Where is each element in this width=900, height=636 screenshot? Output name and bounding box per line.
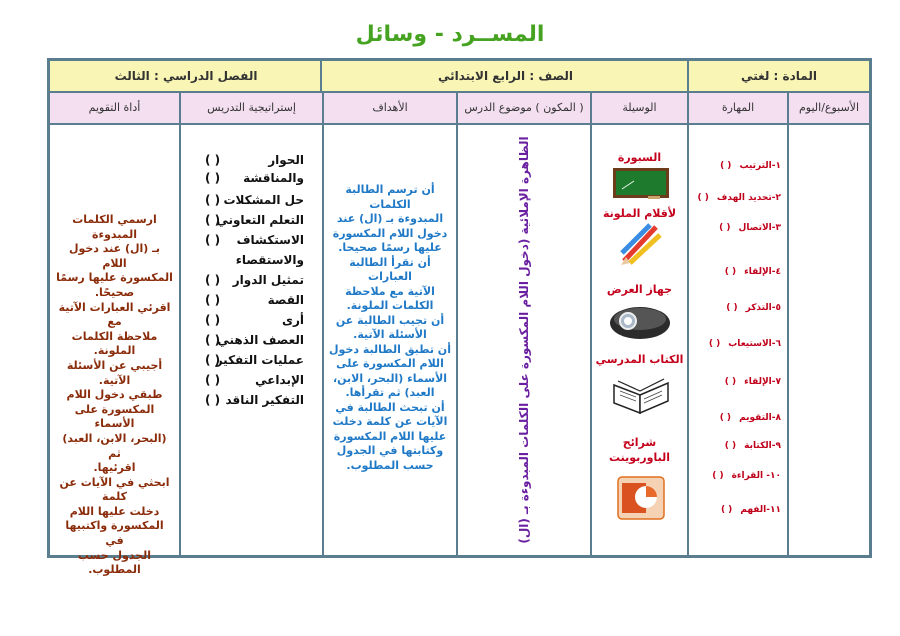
assessment-header: أداة التقويم bbox=[88, 101, 141, 114]
tool-label-powerpoint: شرائح الباوربوينت bbox=[609, 436, 670, 464]
goals-column bbox=[324, 125, 456, 555]
strategy-mark: ( ) bbox=[205, 293, 221, 307]
lesson-plan-table bbox=[47, 58, 872, 577]
strategy-mark: ( ) bbox=[205, 313, 221, 327]
colored-pencils-icon bbox=[618, 221, 664, 267]
week-day-header: الأسبوع/اليوم bbox=[798, 101, 860, 114]
skill-item: ٦-الاستيعاب( ) bbox=[708, 339, 781, 349]
strategy-item: التفكير الناقد bbox=[225, 393, 304, 407]
skill-item: ١١-الفهم( ) bbox=[720, 505, 781, 515]
grade-cell: الصف : الرابع الابتدائي bbox=[437, 69, 574, 83]
strategy-item: أرى bbox=[281, 313, 304, 327]
divider bbox=[787, 93, 789, 555]
header-row bbox=[50, 61, 869, 93]
powerpoint-icon bbox=[616, 475, 666, 521]
strategy-mark: ( ) bbox=[205, 393, 221, 407]
strategy-item: والمناقشة bbox=[243, 171, 304, 185]
strategy-item: حل المشكلات bbox=[223, 193, 304, 207]
tool-label-projector: جهاز العرض bbox=[606, 283, 673, 296]
strategy-mark: ( ) bbox=[205, 333, 221, 347]
skill-item: ١٠- القراءة( ) bbox=[712, 471, 781, 481]
goals-text: أن ترسم الطالبة الكلمات المبدوءة بـ (ال) عند دخول اللام المكسورة عليها رسمًا صحيحا. أن تقرأ الطالبة العبارات الآتية مع ملاحظة الكلمات الملونة. أن تجيب الطالبة عن الأسئلة الآتية. أن تطبق الطالبة دخول اللام المكسورة على الأسماء (البحر، الابن، العبد) ثم تقرأها. أن تبحث الطالبة في الآيات عن كلمة دخلت عليها اللام المكسورة وكتابتها في الجدول حسب المطلوب. bbox=[329, 183, 451, 472]
skill-item: ٣-الاتصال( ) bbox=[719, 223, 781, 233]
strategy-item: التعلم التعاوني bbox=[216, 213, 304, 227]
strategy-header: إستراتيجية التدريس bbox=[207, 101, 296, 114]
assessment-column bbox=[50, 125, 179, 577]
skill-item: ٧-الإلقاء( ) bbox=[724, 377, 781, 387]
skill-item: ٥-التذكر( ) bbox=[726, 303, 781, 313]
strategy-mark: ( ) bbox=[205, 153, 221, 167]
strategy-item: العصف الذهني bbox=[217, 333, 304, 347]
divider bbox=[687, 61, 689, 93]
column-header-row bbox=[50, 93, 869, 125]
strategy-mark: ( ) bbox=[205, 373, 221, 387]
strategy-column bbox=[181, 125, 322, 555]
strategy-item: عمليات التفكير bbox=[215, 353, 304, 367]
skill-item: ٩-الكتابة( ) bbox=[724, 441, 781, 451]
strategy-item: والاستقصاء bbox=[235, 253, 304, 267]
skills-column bbox=[689, 125, 787, 555]
strategy-item: القصة bbox=[267, 293, 304, 307]
skill-item: ٨-التقويم( ) bbox=[719, 413, 781, 423]
tool-label-pencils: لأقلام الملونة bbox=[602, 207, 677, 220]
strategy-mark: ( ) bbox=[205, 233, 221, 247]
strategy-mark: ( ) bbox=[205, 273, 221, 287]
component-header: ( المكون ) موضوع الدرس bbox=[464, 101, 584, 114]
strategy-item: تمثيل الدوار bbox=[232, 273, 304, 287]
strategy-mark: ( ) bbox=[205, 213, 221, 227]
tool-header: الوسيلة bbox=[622, 101, 657, 114]
skill-item: ٢-تحديد الهدف( ) bbox=[697, 193, 781, 203]
strategy-mark: ( ) bbox=[205, 193, 221, 207]
assessment-text: ارسمي الكلمات المبدوءة بـ (ال) عند دخول اللام المكسورة عليها رسمًا صحيحًا. اقرئي العبارات الآتية مع ملاحظة الكلمات الملونة. أجيبي عن الأسئلة الآتية. طبقي دخول اللام المكسورة على الأسماء (البحر، الابن، العبد) ثم اقرئيها. ابحثي في الآيات عن كلمة دخلت عليها اللام المكسورة واكتبيها في الجدول حسب المطلوب. bbox=[56, 213, 173, 577]
lesson-topic: الظاهرة الإملائية (دخول اللام المكسورة على الكلمات المبدوءة بـ (ال) bbox=[517, 136, 531, 544]
tool-label-book: الكتاب المدرسي bbox=[595, 353, 684, 366]
skill-item: ٤-الإلقاء( ) bbox=[724, 267, 781, 277]
tools-column bbox=[592, 125, 687, 555]
strategy-item: الاستكشاف bbox=[236, 233, 304, 247]
strategy-mark: ( ) bbox=[205, 171, 221, 185]
lesson-topic-column bbox=[458, 125, 590, 555]
divider bbox=[320, 61, 322, 93]
projector-icon bbox=[608, 299, 672, 341]
strategy-item: الإبداعي bbox=[255, 373, 304, 387]
skill-item: ١-الترتيب( ) bbox=[720, 161, 781, 171]
blackboard-icon bbox=[612, 167, 670, 201]
goals-header: الأهداف bbox=[372, 101, 408, 114]
skill-header: المهارة bbox=[721, 101, 755, 114]
tool-label-blackboard: السبورة bbox=[617, 151, 662, 164]
book-icon bbox=[610, 371, 672, 415]
strategy-mark: ( ) bbox=[205, 353, 221, 367]
page-title: المســرد - وسائل bbox=[355, 22, 545, 47]
subject-cell: المادة : لغتي bbox=[741, 69, 817, 83]
semester-cell: الفصل الدراسي : الثالث bbox=[114, 69, 258, 83]
strategy-item: الحوار bbox=[268, 153, 304, 167]
